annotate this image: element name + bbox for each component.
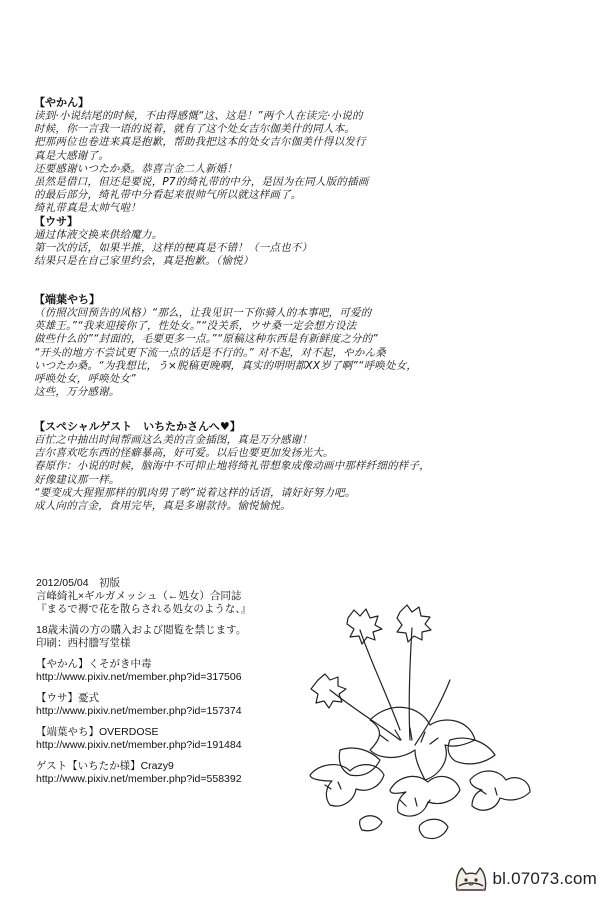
text-line: “开头的地方不尝试更下流一点的话是不行的。” 对不起，对不起，やかん桑 [34, 346, 386, 359]
contact-label: 【ウサ】憂式 [36, 692, 99, 704]
contact-label: 【やかん】くそがき中毒 [36, 658, 152, 670]
text-line: 绮礼带真是太帅气啦！ [34, 202, 141, 215]
contact-url[interactable]: http://www.pixiv.net/member.php?id=191484 [36, 739, 242, 751]
text-line: 做些什么的”“封面的，毛要更多一点。”“原稿这种东西是有新鲜度之分的” [34, 333, 378, 346]
afterword-usa [34, 215, 579, 269]
text-line: 呼唤处女，呼唤处女” [34, 373, 136, 386]
text-line: 的最后部分，绮礼带中分看起来很帅气所以就这样画了。 [34, 189, 302, 202]
text-line: 通过体液交换来供给魔力。 [34, 229, 163, 241]
publication-date: 2012/05/04 初版 [36, 577, 121, 589]
section-header: 【やかん】 [34, 96, 89, 109]
afterword-yakan [34, 96, 579, 216]
text-line: 英雄王。”“我来迎接你了，性处女。”“没关系，ウサ桑一定会想方设法 [34, 320, 357, 333]
flower-bouquet-icon [300, 600, 540, 860]
section-header: 【端葉やち】 [34, 293, 100, 306]
afterword-hashiba [34, 293, 579, 399]
text-line: 这些，万分感谢。 [34, 386, 120, 399]
contact-url[interactable]: http://www.pixiv.net/member.php?id=317506 [36, 671, 242, 683]
text-line: 好像建议那一样。 [34, 473, 120, 486]
contact-url[interactable]: http://www.pixiv.net/member.php?id=157374 [36, 705, 242, 717]
text-line: 结果只是在自己家里约会，真是抱歉。（愉悦） [34, 255, 254, 268]
afterword-guest [34, 420, 579, 513]
watermark-text: bl.07073.com [492, 869, 597, 888]
printer: 印刷：西村謄写堂様 [36, 637, 131, 649]
text-line: 春原作：小说的时候，脑海中不可抑止地将绮礼带想象成像动画中那样纤细的样子， [34, 460, 430, 473]
contact-label: 【端葉やち】OVERDOSE [36, 726, 159, 738]
text-line: 读到·小说结尾的时候，不由得感慨“这、这是！”两个人在读完·小说的 [34, 110, 363, 122]
text-line: 虽然是借口，但还是要说，P7的绮礼带的中分，是因为在同人版的插画 [34, 176, 369, 189]
text-line: 真是大感谢了。 [34, 149, 109, 162]
cat-mascot-icon [453, 864, 489, 894]
text-line: いつたか桑。“为我想比，う×脱稿更晚啊，真实的明明都XX岁了啊”“呼唤处女， [34, 359, 418, 372]
text-line: 把那两位也卷进来真是抱歉，帮助我把这本的处女吉尔伽美什得以发行 [34, 136, 366, 149]
text-line: 第一次的话，如果半推，这样的梗真是不错！（一点也不） [34, 242, 313, 255]
text-line: 时候，你一言我一语的说着，就有了这个处女吉尔伽美什的同人本。 [34, 123, 355, 136]
site-watermark [453, 864, 597, 894]
contact-url[interactable]: http://www.pixiv.net/member.php?id=558392 [36, 773, 242, 785]
section-header: 【ウサ】 [34, 215, 78, 228]
book-title: 『まるで褥で花を散らされる処女のような、』 [36, 603, 252, 615]
text-line: 还要感谢いつたか桑。恭喜言金二人新婚！ [34, 162, 238, 175]
age-notice: 18歳未満の方の購入および閲覧を禁じます。 [36, 624, 247, 636]
text-line: 百忙之中抽出时间帮画这么美的言金插图，真是万分感谢！ [34, 434, 313, 446]
text-line: 吉尔喜欢吃东西的怪癖暴高，好可爱。以后也要更加发扬光大。 [34, 447, 334, 460]
colophon [36, 577, 336, 786]
contact-label: ゲスト【いちたか様】Crazy9 [36, 760, 174, 772]
text-line: “要变成大猩猩那样的肌肉男了哟”说着这样的话语，请好好努力吧。 [34, 486, 356, 499]
text-line: （仿照次回预告的风格）“那么，让我见识一下你骑人的本事吧，可爱的 [34, 307, 372, 319]
section-header: 【スペシャルゲスト いちたかさんへ♥】 [34, 420, 241, 433]
text-line: 成人向的言金，食用完毕，真是多谢款待。愉悦愉悦。 [34, 500, 291, 513]
circle-line: 言峰綺礼×ギルガメッシュ（←処女）合同誌 [36, 590, 242, 602]
